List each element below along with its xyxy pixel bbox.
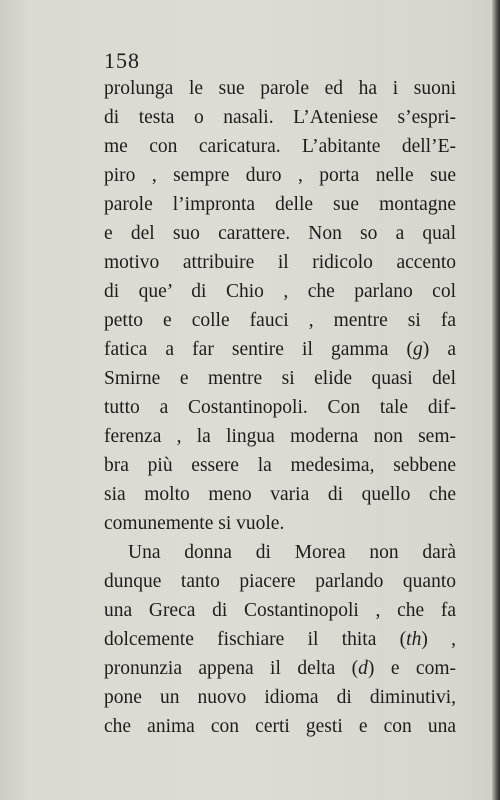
text-line: pone un nuovo idioma di diminutivi, (104, 687, 456, 708)
line-segment: fatica a far sentire il gamma ( (104, 339, 413, 360)
text-line: petto e colle fauci , mentre si fa (104, 310, 456, 331)
text-line: parole l’impronta delle sue montagne (104, 194, 456, 215)
text-line (104, 335, 456, 364)
text-line: di testa o nasali. L’Ateniese s’espri- (104, 107, 456, 128)
text-line (104, 625, 456, 654)
text-line: ferenza , la lingua moderna non sem- (104, 426, 456, 447)
text-line (104, 654, 456, 683)
text-line: prolunga le sue parole ed ha i suoni (104, 78, 456, 99)
text-line: Smirne e mentre si elide quasi del (104, 368, 456, 389)
page-number: 158 (104, 48, 140, 73)
text-line: dunque tanto piacere parlando quanto (104, 571, 456, 592)
line-segment: pronunzia appena il delta ( (104, 658, 359, 679)
line-segment: dolcemente fischiare il thita ( (104, 629, 407, 650)
text-line: bra più essere la medesima, sebbene (104, 455, 456, 476)
text-line: che anima con certi gesti e con una (104, 716, 456, 737)
text-line: tutto a Costantinopoli. Con tale dif- (104, 397, 456, 418)
text-line: piro , sempre duro , porta nelle sue (104, 165, 456, 186)
line-segment: ) e com- (367, 658, 456, 679)
line-segment: ) , (421, 629, 456, 650)
body-text (104, 74, 456, 741)
text-line: motivo attribuire il ridicolo accento (104, 252, 456, 273)
text-line: me con caricatura. L’abitante dell’E- (104, 136, 456, 157)
italic-symbol: d (358, 658, 368, 679)
text-line: e del suo carattere. Non so a qual (104, 223, 456, 244)
text-line: una Greca di Costantinopoli , che fa (104, 600, 456, 621)
text-line: comunemente si vuole. (104, 513, 285, 534)
text-line: di que’ di Chio , che parlano col (104, 281, 456, 302)
line-segment: ) a (422, 339, 456, 360)
page-edge-shadow (492, 0, 500, 800)
text-line: sia molto meno varia di quello che (104, 484, 456, 505)
italic-symbol: g (412, 339, 423, 360)
italic-symbol: th (406, 629, 422, 650)
paragraph-start-line: Una donna di Morea non darà (128, 542, 456, 563)
